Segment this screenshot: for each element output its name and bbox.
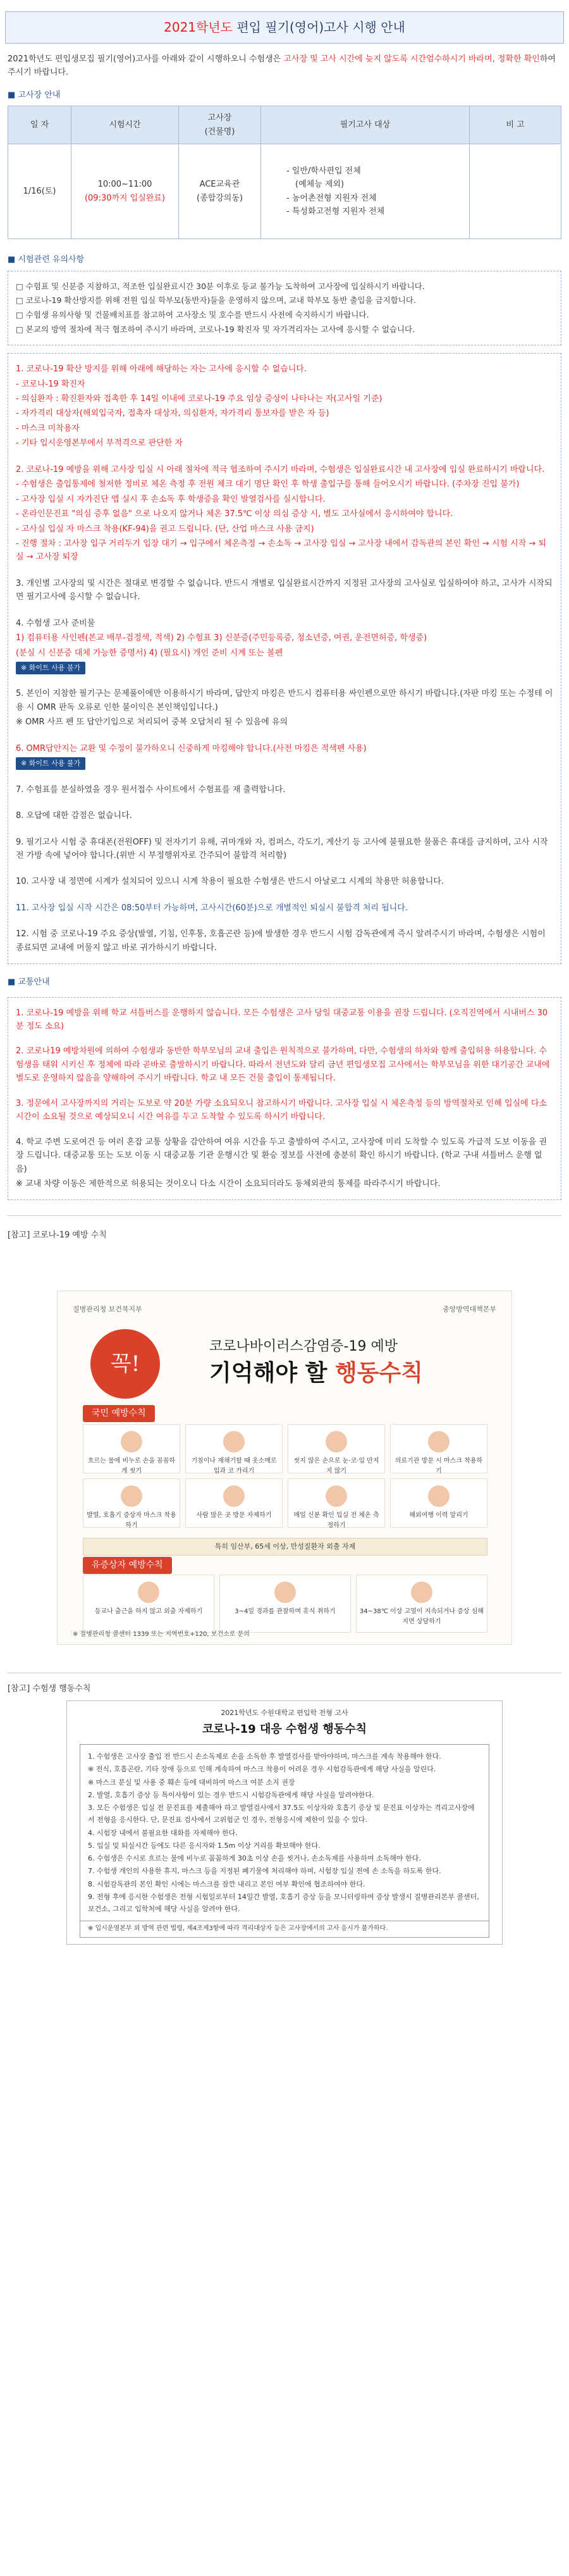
rule-1: 1. 코로나-19 확산 방지를 위해 아래에 해당하는 자는 고사에 응시할 수 없습니다. (16, 364, 307, 375)
reference-heading-2: [참고] 수험생 행동수칙 (8, 1673, 561, 1695)
rules-item: ※ 마스크 분실 및 사용 중 훼손 등에 대비하여 마스크 여분 소지 권장 (88, 1778, 295, 1786)
notice-item: □ 코로나-19 확산방지를 위해 전원 입실 학부모(동반자)들을 운영하지 않으며, 교내 학부모 동반 출입을 금지합니다. (16, 294, 553, 307)
exam-time-cell (71, 144, 179, 239)
poster-grid-public (83, 1424, 487, 1528)
rule-9: 9. 필기고사 시험 중 휴대폰(전원OFF) 및 전자기기 유해, 귀마개와 자, 컴퍼스, 각도기, 계산기 등 고사에 불필요한 물품은 휴대를 금지하며, 고사 시작 전 가방 속에 넣어야 합니다.(위반 시 부정행위자로 간주되어 불합격 처리함) (16, 837, 548, 860)
poster-logo-right: 중앙방역대책본부 (442, 1304, 496, 1313)
rule-11: 11. 고사장 입실 시작 시간은 08:50부터 가능하며, 고사시간(60분)으로 개별적인 퇴실시 불합격 처리 됩니다. (16, 903, 408, 913)
exam-time: 10:00~11:00 (97, 180, 152, 190)
notice-box (8, 271, 561, 346)
covid-prevention-poster (57, 1291, 512, 1645)
rules-item: 7. 수험생 개인의 사용한 휴지, 마스크 등을 지정된 폐기물에 처리해야 하며, 시험장 입실 전에 손 소독을 하도록 한다. (88, 1867, 441, 1876)
rule-4-note: ※ 화이트 사용 불가 (16, 662, 85, 674)
intro-red: 고사장 및 고사 시간에 늦지 않도록 시간엄수하시기 바라며, 정확한 확인 (283, 54, 540, 64)
exam-table (8, 106, 561, 239)
poster-logo-left: 질병관리청 보건복지부 (73, 1304, 142, 1313)
campus-1: 1. 코로나-19 예방을 위해 학교 셔틀버스를 운행하지 않습니다. 모든 수험생은 고사 당일 대중교통 이용을 권장 드립니다. (오직진역에서 시내버스 30분 정도 소요) (16, 1008, 548, 1031)
rules-item: 8. 시험감독관의 본인 확인 시에는 마스크를 잠깐 내리고 본인 여부 확인에 협조하여야 한다. (88, 1879, 365, 1888)
rule-4: 4. 수험생 고사 준비물 (16, 618, 95, 628)
exam-target: - 농어촌전형 지원자 전체 (286, 193, 377, 203)
poster-band: 특히 임산부, 65세 이상, 만성질환자 외출 자제 (83, 1538, 487, 1556)
poster-footer: ※ 질병관리청 콜센터 1339 또는 지역번호+120, 보건소로 문의 (73, 1631, 250, 1638)
intro-text (8, 53, 561, 80)
col-remark: 비 고 (470, 106, 561, 144)
rules-item: 9. 전형 후에 응시한 수험생은 전형 시험일로부터 14일간 발열, 호흡기 증상 등을 모니터링하여 증상 발생시 질병관리본부 콜센터, 보건소, 그리고 입학처에 해당 사실을 알려야 한다. (88, 1892, 479, 1914)
rules-item: ※ 전식, 호흡곤란, 기타 장애 등으로 인해 계속하여 마스크 착용이 어려운 경우 시험감독관에게 해당 사실을 알린다. (88, 1765, 436, 1774)
rule-2-item: - 온라인문진표 "의심 증후 없음" 으로 나오지 않거나 체온 37.5℃ 이상 의심 증상 시, 별도 고사실에서 응시하여야 합니다. (16, 509, 453, 519)
campus-4: 4. 학교 주변 도로여건 등 여러 혼잡 교통 상황을 감안하여 여유 시간을 두고 출발하여 주시고, 고사장에 미리 도착할 수 있도록 가급적 도보 이동을 권장 드립니다. 대중교통 또는 도보 이동 시 대중교통 기관 운행시간 및 환승 정보를 사전에 충분히 확인 하시기 바랍니다. (학교 구내 셔틀버스 운행 없음) (16, 1137, 547, 1174)
notice-item: □ 본교의 방역 절차에 적극 협조하여 주시기 바라며, 코로나-19 확진자 및 자가격리자는 고사에 응시할 수 없습니다. (16, 323, 553, 337)
exam-target-cell (261, 144, 470, 239)
page-title (5, 11, 564, 44)
intro-part2: 하여 주시기 바랍니다. (8, 54, 556, 78)
rule-12: 12. 시험 중 코로나-19 주요 증상(발열, 기침, 인후통, 호흡곤란 등)에 발생한 경우 반드시 시험 감독관에게 즉시 알려주시기 바라며, 수험생은 시험이 종료되면 교내에 머물지 않고 바로 귀가하시기 바랍니다. (16, 929, 546, 953)
exam-building-cell (179, 144, 261, 239)
exam-remark (470, 144, 561, 239)
poster-title-2 (209, 1354, 423, 1392)
exam-target: - 일반/학사편입 전체 (286, 166, 361, 176)
exam-date: 1/16(토) (8, 144, 71, 239)
exam-section-heading: ■ 고사장 안내 (8, 89, 561, 102)
rule-1-item: - 코로나-19 확진자 (16, 379, 85, 389)
poster-title-1: 코로나바이러스감염증-19 예방 (209, 1338, 398, 1354)
rules-item: 1. 수험생은 고사장 출입 전 반드시 손소독제로 손을 소독한 후 발열검사를 받아야하며, 마스크를 계속 착용해야 한다. (88, 1752, 441, 1761)
rules-item: 4. 시험장 내에서 불필요한 대화를 자제해야 한다. (88, 1828, 238, 1837)
campus-box (8, 997, 561, 1201)
notice-section-heading: ■ 시험관련 유의사항 (8, 253, 561, 266)
campus-2: 2. 코로나19 예방차원에 의하여 수험생과 동반한 학부모님의 교내 출입은 원칙적으로 불가하며, 다만, 수험생의 하차와 함께 출입허용 허용합니다. 수험생을 태워 시키신 후 정체에 따라 곧바로 출발하시기 바랍니다. 따라서 전년도와 달리 금년 편입생모집 고사에서는 학부모님을 위한 대기공간 교내에 별도로 운영하지 않음을 양해하여 주시기 바랍니다. 학교 내 모든 건물 출입이 통제됩니다. (16, 1046, 550, 1084)
poster-cell: 흐르는 물에 비누로 손을 꼼꼼하게 씻기 (83, 1424, 180, 1473)
rule-2-item: - 고사장 입실 시 자가진단 앱 실시 후 손소독 후 학생증을 확인 발열검사를 실시합니다. (16, 494, 326, 504)
exam-rules-box (8, 353, 561, 964)
poster-cell: 3~4일 경과를 관찰하며 휴식 취하기 (219, 1575, 351, 1633)
rule-6-note: ※ 화이트 사용 불가 (16, 757, 85, 770)
rule-2-item: - 고사실 입실 자 마스크 착용(KF-94)을 권고 드립니다. (단, 산업 마스크 사용 금지) (16, 524, 314, 534)
poster-cell: 등교나 출근을 하지 않고 외출 자제하기 (83, 1575, 214, 1633)
student-rules-card (66, 1700, 503, 1945)
col-target: 필기고사 대상 (261, 106, 470, 144)
poster-cell: 해외여행 이력 알리기 (390, 1478, 487, 1528)
exam-time-note: (09:30까지 입실완료) (84, 193, 166, 203)
exam-target: (예체능 제외) (295, 180, 345, 190)
table-row (8, 144, 561, 239)
exam-building-sub: (종합강의동) (197, 193, 243, 203)
title-rest: 편입 필기(영어)고사 시행 안내 (232, 20, 405, 35)
rule-5: 5. 본인이 지참한 필기구는 문제풀이에만 이용하시기 바라며, 답안지 마킹은 반드시 컴퓨터용 싸인펜으로만 하시기 바랍니다.(자판 마킹 또는 수정테 이용 시 OMR 판독 오류로 인한 불이익은 본인책임입니다.) (16, 689, 553, 712)
rule-1-item: - 마스크 미착용자 (16, 423, 80, 433)
rule-8: 8. 오답에 대한 감점은 없습니다. (16, 811, 132, 821)
poster-title-2b: 행동수칙 (334, 1359, 424, 1386)
poster-cell: 씻지 않은 손으로 눈·코·입 만지지 않기 (288, 1424, 385, 1473)
rules-title: 코로나-19 대응 수험생 행동수칙 (202, 1723, 367, 1737)
rule-1-item: - 기타 입시운영본부에서 부적격으로 판단한 자 (16, 438, 183, 449)
rule-4-item: (분실 시 신분증 대체 가능한 증명서) 4) (필요시) 개인 준비 시계 또는 볼펜 (16, 648, 283, 658)
rules-list (80, 1744, 489, 1921)
rule-10: 10. 고사장 내 정면에 시계가 설치되어 있으니 시계 착용이 필요한 수험생은 반드시 아날로그 시계의 착용만 허용합니다. (16, 877, 444, 887)
poster-title-2a: 기억해야 할 (209, 1359, 335, 1386)
rule-5-note: ※ OMR 사프 펜 또 답안기입으로 처리되어 중복 오답처리 될 수 있음에 유의 (16, 717, 288, 728)
exam-building: ACE교육관 (199, 180, 240, 190)
campus-4-note: ※ 교내 차량 이동은 제한적으로 허용되는 것이오니 다소 시간이 소요되더라도 동체외관의 통제를 따라주시기 바랍니다. (16, 1179, 441, 1189)
poster-cell: 발열, 호흡기 증상자 마스크 착용하기 (83, 1478, 180, 1528)
reference-heading-1: [참고] 코로나-19 예방 수칙 (8, 1215, 561, 1242)
poster-cell: 매일 신분 확인 입실 전 체온 측정하기 (288, 1478, 385, 1528)
rule-2: 2. 코로나-19 예방을 위해 고사장 입실 시 아래 절차에 적극 협조하여 주시기 바라며, 수험생은 입실완료시간 내 고사장에 입실 완료하시기 바랍니다. (16, 464, 545, 474)
rules-item: 3. 모든 수험생은 입실 전 문진표를 제출해야 하고 발열검사에서 37.5도 이상자와 호흡기 증상 및 문진표 이상자는 격리고사장에서 전형을 응시한다. 단, 문진표 검사에서 고위험군 인 경우, 전형응시에 제한이 있을 수 있다. (88, 1804, 475, 1824)
rule-2-item: - 수험생은 출입통제에 철저한 정비로 체온 측정 후 전원 체크 대기 명단 확인 후 학생 출입구를 통해 들어오시기 바랍니다. (주차장 진입 불가) (16, 480, 520, 490)
col-date: 일 자 (8, 106, 71, 144)
poster-badge: 꼭! (90, 1329, 160, 1399)
col-building: 고사장 (건물명) (179, 106, 261, 144)
poster-ribbon-symptomatic: 유증상자 예방수칙 (83, 1557, 172, 1574)
poster-cell: 34~38℃ 이상 고열이 지속되거나 증상 심해지면 상담하기 (356, 1575, 487, 1633)
col-time: 시험시간 (71, 106, 179, 144)
poster-grid-symptomatic (83, 1575, 487, 1633)
rule-1-item: - 자가격리 대상자(해외입국자, 접촉자 대상자, 의심환자, 자가격리 통보자를 받은 자 등) (16, 409, 329, 419)
rules-subtitle: 2021학년도 수원대학교 편입학 전형 고사 (221, 1709, 348, 1718)
poster-cell: 기침이나 재채기할 때 옷소매로 입과 코 가리기 (185, 1424, 283, 1473)
poster-ribbon-public: 국민 예방수칙 (83, 1405, 155, 1422)
campus-section-heading: ■ 교통안내 (8, 975, 561, 989)
rules-item: 2. 발열, 호흡기 증상 등 특이사항이 있는 경우 반드시 시험감독관에게 해당 사실을 알려야한다. (88, 1790, 374, 1799)
notice-item: □ 수험생 유의사항 및 건물배치표를 참고하여 고사장소 및 호수를 반드시 사전에 숙지하시기 바랍니다. (16, 309, 553, 322)
rule-3: 3. 개인별 고사장의 및 시간은 절대로 변경할 수 없습니다. 반드시 개별로 입실완료시간까지 지정된 고사장의 고사실로 입실하여야 하고, 고사가 시작되면 필기고사에 응시할 수 없습니다. (16, 578, 553, 602)
rules-item: 5. 입실 및 퇴실시간 등에도 다른 응시자와 1.5m 이상 거리를 확보해야 한다. (88, 1841, 321, 1850)
rule-6: 6. OMR답안지는 교환 및 수정이 불가하오니 신중하게 마킹해야 합니다.(사전 마킹은 적색펜 사용) (16, 743, 367, 753)
notice-item: □ 수험표 및 신분증 지참하고, 적조한 입실완료시간 30분 이후로 등교 불가능 도착하여 고사장에 입실하시기 바랍니다. (16, 280, 553, 294)
intro-part1: 2021학년도 편입생모집 필기(영어)고사를 아래와 같이 시행하오니 수험생은 (8, 54, 284, 64)
rule-4-item: 1) 컴퓨터용 사인펜(본교 배부-검정색, 적색) 2) 수험표 3) 신분증(주민등록증, 청소년증, 여권, 운전면허증, 학생증) (16, 633, 427, 643)
rule-7: 7. 수험표를 분실하였을 경우 원서접수 사이트에서 수험표를 재 출력합니다. (16, 784, 286, 795)
exam-table-header (8, 106, 561, 144)
title-year: 2021학년도 (164, 20, 233, 35)
exam-target: - 특성화고전형 지원자 전체 (286, 207, 385, 217)
poster-cell: 의료기관 방문 시 마스크 착용하기 (390, 1424, 487, 1473)
rule-2-item: - 진행 절차 : 고사장 입구 거리두기 입장 대기 → 입구에서 체온측정 → 손소독 → 고사장 입실 → 고사장 내에서 감독관의 본인 확인 → 시험 시작 → 퇴실 → 고사장 퇴장 (16, 538, 547, 562)
poster-cell: 사람 많은 곳 방문 자제하기 (185, 1478, 283, 1528)
rules-item: 6. 수험생은 수시로 흐르는 물에 비누로 꼼꼼하게 30초 이상 손을 씻거나, 손소독제를 사용하여 소독해야 한다. (88, 1854, 421, 1863)
campus-3: 3. 정문에서 고사장까지의 거리는 도보로 약 20분 가량 소요되오니 참고하시기 바랍니다. 고사장 입실 시 체온측정 등의 방역절차로 인해 입실에 다소 시간이 소요될 것으로 예상되오니 시간 여유를 두고 도착할 수 있도록 하시기 바랍니다. (16, 1098, 547, 1122)
rule-1-item: - 의심환자 : 확진환자와 접촉한 후 14일 이내에 코로나-19 주요 임상 증상이 나타나는 자(고사일 기준) (16, 394, 382, 404)
rules-note: ※ 입시운영본부 외 방역 관련 법령, 제4조제3항에 따라 격리대상자 등은 고사장에서의 고사 응시가 불가하다. (80, 1921, 489, 1938)
